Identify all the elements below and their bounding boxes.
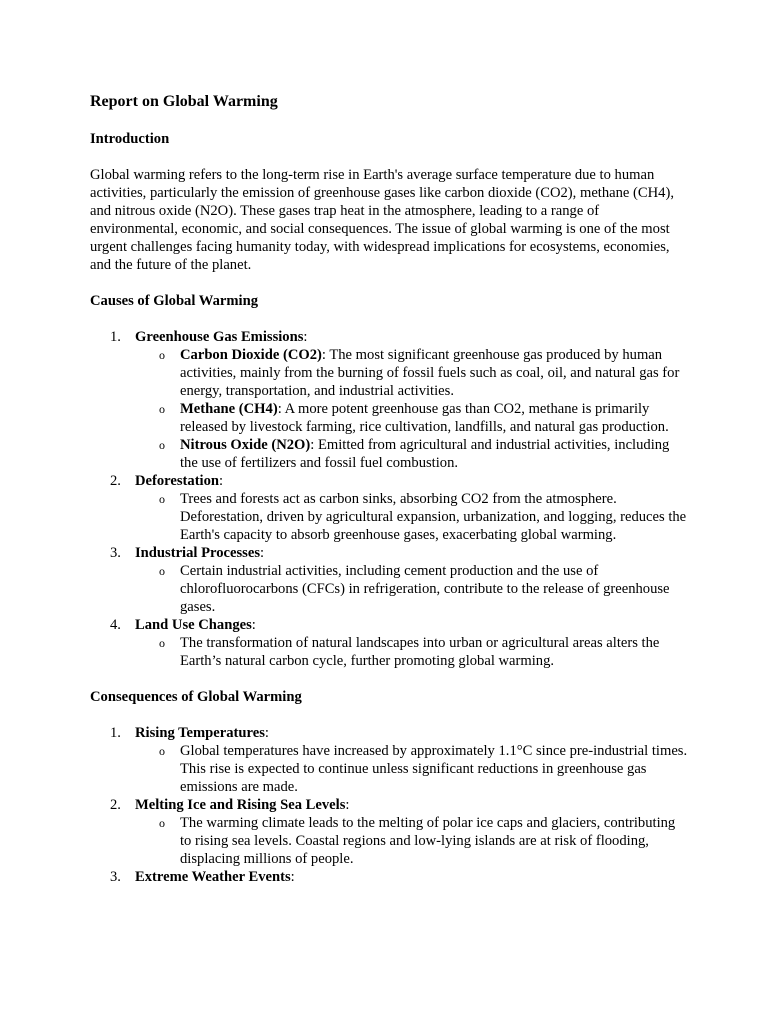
sub-list-item <box>135 814 690 868</box>
item-label: Melting Ice and Rising Sea Levels <box>135 797 346 813</box>
sub-item-text: A more potent greenhouse gas than CO2, methane is primarily released by livestock farming, rice cultivation, landfills, and natural gas production. <box>180 401 669 435</box>
sub-list-item: o Methane (CH4): A more potent greenhouse gas than CO2, methane is primarily released by livestock farming, rice cultivation, landfills, and natural gas production. <box>159 401 669 435</box>
item-label: Rising Temperatures <box>135 725 265 741</box>
consequences-item: 3. Extreme Weather Events: <box>110 869 295 885</box>
list-number: 4. <box>110 617 121 633</box>
sub-list-item <box>135 742 690 796</box>
list-number: 1. <box>110 725 121 741</box>
sub-list-item <box>135 634 690 670</box>
sub-list-item <box>135 490 690 544</box>
consequences-item: 2. Melting Ice and Rising Sea Levels: o The warming climate leads to the melting of polar ice caps and glaciers, contributing to rising sea levels. Coastal regions and low-lying islands are at risk of flooding, displacing millions of people. <box>90 796 690 868</box>
causes-heading: Causes of Global Warming <box>90 293 258 309</box>
item-label: Extreme Weather Events <box>135 869 291 885</box>
causes-item: 4. Land Use Changes: o The transformation of natural landscapes into urban or agricultural areas alters the Earth’s natural carbon cycle, further promoting global warming. <box>90 616 690 670</box>
sub-list <box>135 742 690 796</box>
causes-list <box>90 328 690 670</box>
sub-item-text: Certain industrial activities, including cement production and the use of chlorofluorocarbons (CFCs) in refrigeration, contribute to the release of greenhouse gases. <box>180 563 670 615</box>
bullet-icon: o <box>159 438 165 452</box>
report-title: Report on Global Warming <box>90 93 278 110</box>
causes-item: 2. Deforestation: o Trees and forests act as carbon sinks, absorbing CO2 from the atmosphere. Deforestation, driven by agricultural expansion, urbanization, and logging, reduces the Earth's capacity to absorb greenhouse gases, exacerbating global warming. <box>90 472 690 544</box>
sub-list <box>135 490 690 544</box>
bullet-icon: o <box>159 564 165 578</box>
bullet-icon: o <box>159 348 165 362</box>
consequences-list <box>90 724 690 886</box>
item-label: Greenhouse Gas Emissions <box>135 329 304 345</box>
intro-paragraph: Global warming refers to the long-term rise in Earth's average surface temperature due to human activities, particularly the emission of greenhouse gases like carbon dioxide (CO2), methane (CH4), and nitrous oxide (N2O). These gases trap heat in the atmosphere, leading to a range of environmental, economic, and social consequences. The issue of global warming is one of the most urgent challenges facing humanity today, with widespread implications for ecosystems, economies, and the future of the planet. <box>90 167 674 273</box>
consequences-item: 1. Rising Temperatures: o Global temperatures have increased by approximately 1.1°C since pre-industrial times. This rise is expected to continue unless significant reductions in greenhouse gas emissions are made. <box>90 724 690 796</box>
list-number: 3. <box>110 869 121 885</box>
list-number: 2. <box>110 797 121 813</box>
bullet-icon: o <box>159 492 165 506</box>
list-number: 1. <box>110 329 121 345</box>
item-label: Deforestation <box>135 473 220 489</box>
sub-item-text: The transformation of natural landscapes into urban or agricultural areas alters the Earth’s natural carbon cycle, further promoting global warming. <box>180 635 660 669</box>
causes-item: 3. Industrial Processes: o Certain industrial activities, including cement production and the use of chlorofluorocarbons (CFCs) in refrigeration, contribute to the release of greenhouse gases. <box>90 544 690 616</box>
sub-list <box>135 814 690 868</box>
sub-list-item <box>135 562 690 616</box>
bullet-icon: o <box>159 744 165 758</box>
list-number: 3. <box>110 545 121 561</box>
item-label: Land Use Changes <box>135 617 252 633</box>
sub-list-item: o Nitrous Oxide (N2O): Emitted from agricultural and industrial activities, including the use of fertilizers and fossil fuel combustion. <box>159 437 670 471</box>
sub-list-item: o Carbon Dioxide (CO2): The most significant greenhouse gas produced by human activities, mainly from the burning of fossil fuels such as coal, oil, and natural gas for energy, transportation, and industrial activities. <box>159 347 680 399</box>
sub-item-label: Carbon Dioxide (CO2) <box>180 347 322 363</box>
document-page <box>90 92 690 886</box>
sub-item-text: Trees and forests act as carbon sinks, absorbing CO2 from the atmosphere. Deforestation, driven by agricultural expansion, urbanization, and logging, reduces the Earth's capacity to absorb greenhouse gases, exacerbating global warming. <box>180 491 687 543</box>
sub-list <box>135 634 690 670</box>
sub-item-text: The most significant greenhouse gas produced by human activities, mainly from the burning of fossil fuels such as coal, oil, and natural gas for energy, transportation, and industrial activities. <box>180 347 680 399</box>
item-label: Industrial Processes <box>135 545 260 561</box>
causes-item: 1. Greenhouse Gas Emissions: o Carbon Dioxide (CO2): The most significant greenhouse gas produced by human activities, mainly from the burning of fossil fuels such as coal, oil, and natural gas for energy, transportation, and industrial activities. o Methane (CH4): A more potent greenhouse gas than CO2, methane is primarily released by livestock farming, rice cultivation, landfills, and natural gas production. o Nitrous Oxide (N2O): Emitted from agricultural and industrial activities, including the use of fertilizers and fossil fuel combustion. <box>90 328 690 472</box>
sub-item-label: Nitrous Oxide (N2O) <box>180 437 311 453</box>
sub-item-label: Methane (CH4) <box>180 401 278 417</box>
sub-list <box>135 346 690 472</box>
sub-item-text: Emitted from agricultural and industrial activities, including the use of fertilizers and fossil fuel combustion. <box>180 437 670 471</box>
list-number: 2. <box>110 473 121 489</box>
bullet-icon: o <box>159 816 165 830</box>
sub-item-text: The warming climate leads to the melting of polar ice caps and glaciers, contributing to rising sea levels. Coastal regions and low-lying islands are at risk of flooding, displacing millions of people. <box>180 815 676 867</box>
sub-list <box>135 562 690 616</box>
bullet-icon: o <box>159 402 165 416</box>
consequences-heading: Consequences of Global Warming <box>90 689 302 705</box>
bullet-icon: o <box>159 636 165 650</box>
sub-item-text: Global temperatures have increased by approximately 1.1°C since pre-industrial times. This rise is expected to continue unless significant reductions in greenhouse gas emissions are made. <box>180 743 688 795</box>
intro-heading: Introduction <box>90 131 170 147</box>
